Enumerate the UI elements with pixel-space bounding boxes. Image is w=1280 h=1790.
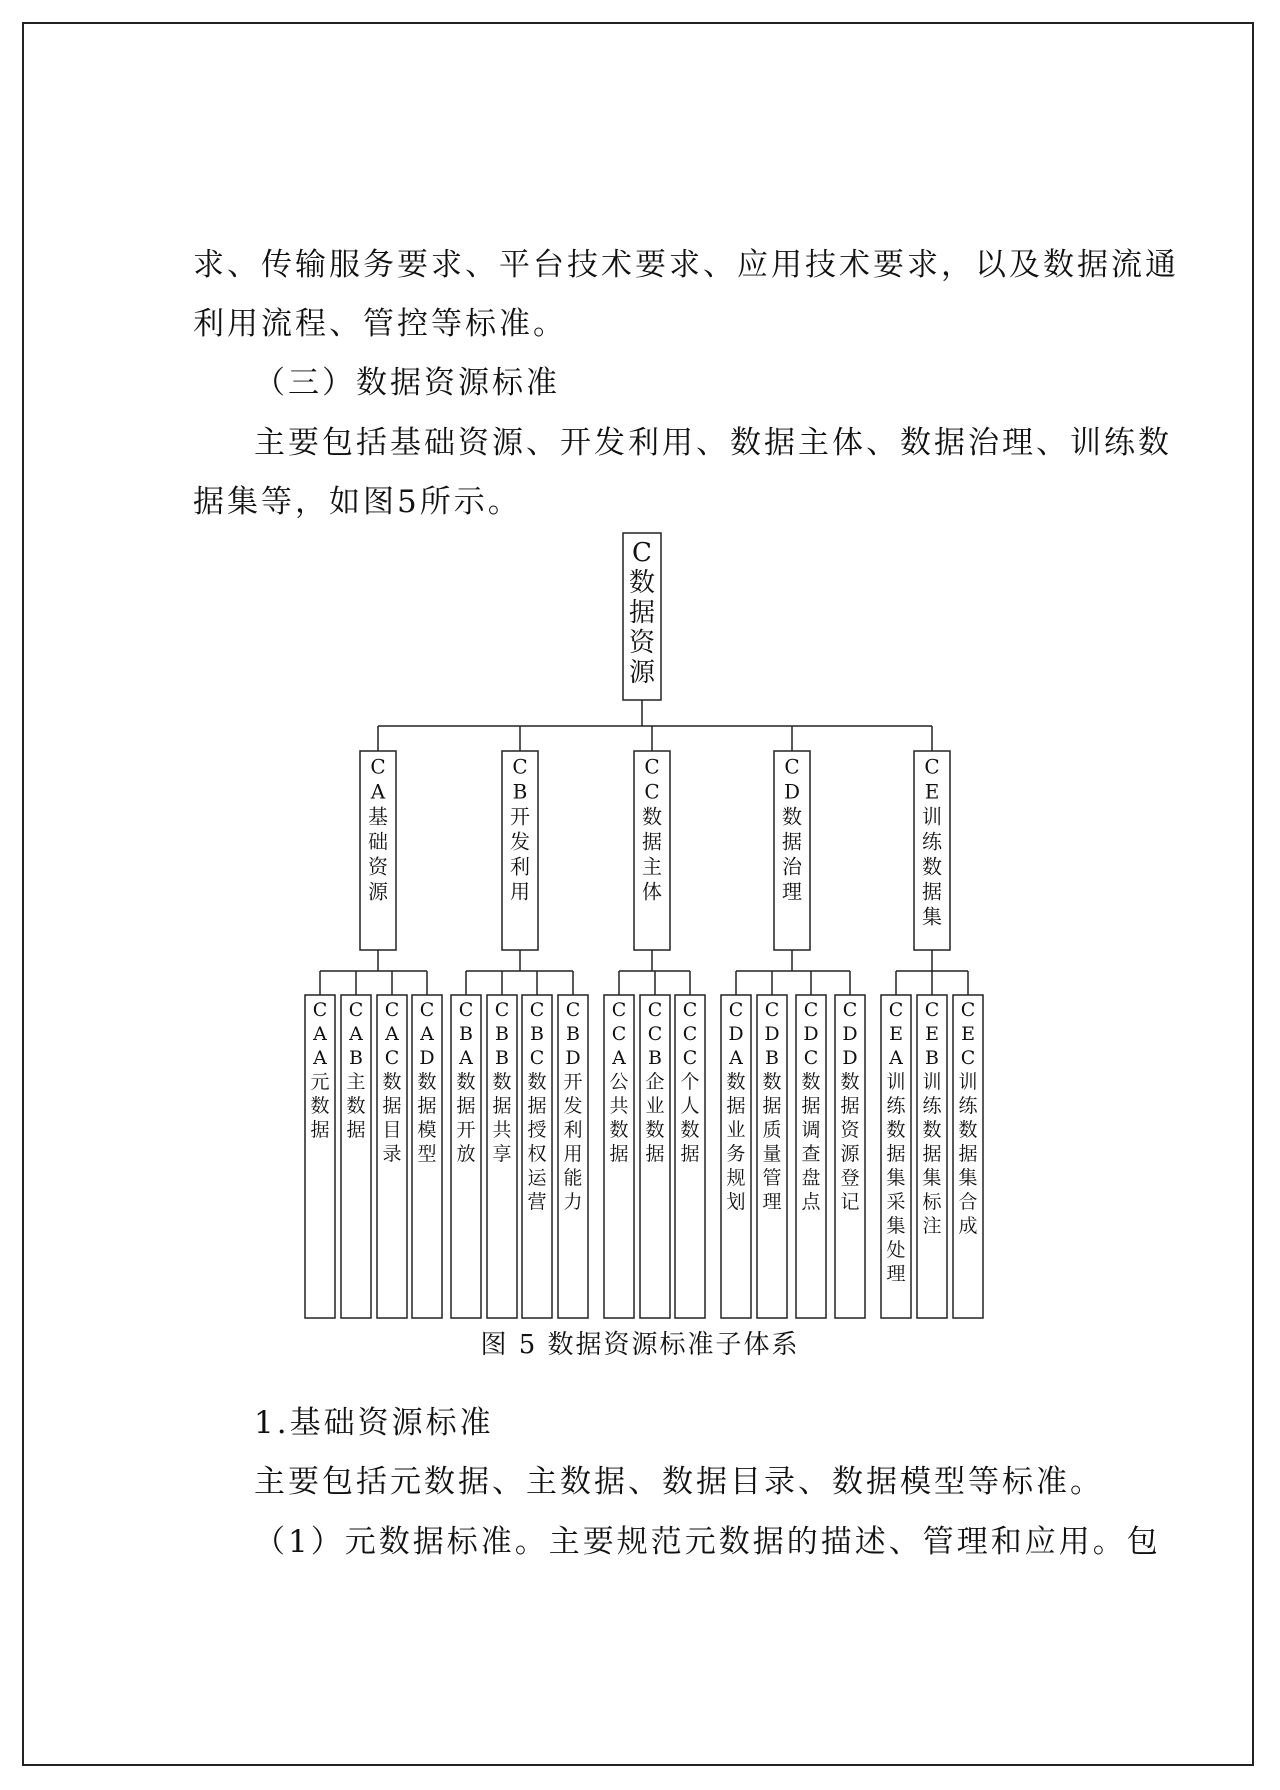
svg-text:据: 据: [527, 1095, 547, 1117]
svg-text:D: D: [842, 1023, 858, 1045]
svg-text:A: A: [313, 1023, 327, 1045]
svg-text:盘: 盘: [801, 1167, 821, 1189]
svg-text:模: 模: [417, 1119, 437, 1141]
category-node-cc: [634, 751, 670, 950]
svg-text:C: C: [384, 1047, 400, 1069]
svg-text:利: 利: [563, 1119, 583, 1141]
paragraph-line: 主要包括基础资源、开发利用、数据主体、数据治理、训练数: [254, 425, 1172, 461]
svg-text:数: 数: [382, 1071, 402, 1093]
leaf-node-cac: [377, 995, 407, 1318]
svg-text:据: 据: [628, 598, 656, 628]
svg-text:查: 查: [801, 1143, 821, 1165]
root-node: [623, 533, 661, 700]
svg-text:C: C: [458, 999, 474, 1021]
svg-text:规: 规: [726, 1167, 746, 1189]
svg-text:数: 数: [642, 804, 662, 829]
svg-text:源: 源: [840, 1143, 860, 1165]
svg-text:数: 数: [762, 1071, 782, 1093]
leaf-node-cdb: [757, 995, 787, 1318]
svg-text:C: C: [647, 999, 663, 1021]
leaf-node-cbd: [558, 995, 588, 1318]
svg-text:据: 据: [346, 1119, 366, 1141]
svg-text:C: C: [348, 999, 364, 1021]
svg-text:A: A: [385, 1023, 399, 1045]
svg-text:C: C: [370, 754, 386, 779]
svg-text:据: 据: [922, 879, 942, 904]
svg-text:A: A: [612, 1047, 626, 1069]
svg-text:A: A: [420, 1023, 434, 1045]
paragraph-line: 主要包括元数据、主数据、数据目录、数据模型等标准。: [254, 1464, 1104, 1500]
svg-text:E: E: [961, 1023, 975, 1045]
svg-text:共: 共: [492, 1119, 512, 1141]
svg-text:放: 放: [456, 1143, 476, 1165]
svg-text:训: 训: [958, 1071, 978, 1093]
svg-text:D: D: [803, 1023, 819, 1045]
svg-text:营: 营: [527, 1191, 547, 1213]
svg-text:标: 标: [922, 1191, 942, 1213]
category-node-cb: [502, 751, 538, 950]
svg-text:共: 共: [609, 1095, 629, 1117]
category-node-ca: [360, 751, 396, 950]
svg-text:划: 划: [726, 1191, 746, 1213]
svg-text:C: C: [529, 1047, 545, 1069]
svg-text:数: 数: [726, 1071, 746, 1093]
svg-text:A: A: [889, 1047, 903, 1069]
svg-text:D: D: [565, 1047, 581, 1069]
svg-text:D: D: [783, 779, 801, 804]
svg-text:数: 数: [492, 1071, 512, 1093]
svg-text:C: C: [764, 999, 780, 1021]
leaf-node-ceb: [917, 995, 947, 1318]
svg-text:处: 处: [886, 1239, 906, 1261]
svg-text:录: 录: [382, 1143, 402, 1165]
svg-text:据: 据: [310, 1119, 330, 1141]
svg-text:数: 数: [801, 1071, 821, 1093]
svg-text:C: C: [842, 999, 858, 1021]
svg-text:公: 公: [609, 1071, 629, 1093]
svg-text:据: 据: [456, 1095, 476, 1117]
svg-text:据: 据: [417, 1095, 437, 1117]
svg-text:A: A: [370, 779, 386, 804]
svg-text:数: 数: [456, 1071, 476, 1093]
svg-text:主: 主: [642, 854, 662, 879]
svg-text:数: 数: [310, 1095, 330, 1117]
svg-text:C: C: [924, 999, 940, 1021]
svg-text:体: 体: [642, 879, 662, 904]
svg-text:C: C: [682, 999, 698, 1021]
svg-text:A: A: [729, 1047, 743, 1069]
svg-text:E: E: [925, 1023, 939, 1045]
svg-text:型: 型: [417, 1143, 437, 1165]
svg-text:B: B: [530, 1023, 544, 1045]
svg-text:管: 管: [762, 1167, 782, 1189]
svg-text:数: 数: [628, 568, 656, 598]
svg-text:授: 授: [527, 1119, 547, 1141]
svg-text:C: C: [784, 754, 800, 779]
svg-text:开: 开: [456, 1119, 476, 1141]
leaf-node-cab: [341, 995, 371, 1318]
svg-text:源: 源: [368, 879, 388, 904]
leaf-node-cdc: [796, 995, 826, 1318]
svg-text:发: 发: [510, 829, 530, 854]
svg-text:B: B: [648, 1047, 662, 1069]
svg-text:练: 练: [922, 1095, 942, 1117]
leaf-node-cba: [451, 995, 481, 1318]
svg-text:集: 集: [922, 904, 942, 929]
svg-text:享: 享: [492, 1143, 512, 1165]
svg-text:运: 运: [527, 1167, 547, 1189]
svg-text:训: 训: [886, 1071, 906, 1093]
svg-text:D: D: [842, 1047, 858, 1069]
leaf-node-cea: [881, 995, 911, 1318]
svg-text:C: C: [512, 754, 528, 779]
section-heading: （三）数据资源标准: [254, 365, 560, 401]
leaf-node-ccc: [675, 995, 705, 1318]
svg-text:C: C: [960, 999, 976, 1021]
svg-text:A: A: [313, 1047, 327, 1069]
svg-text:源: 源: [628, 658, 656, 688]
paragraph-line: 利用流程、管控等标准。: [193, 306, 567, 342]
svg-text:人: 人: [680, 1095, 700, 1117]
svg-text:训: 训: [922, 1071, 942, 1093]
svg-text:B: B: [349, 1047, 363, 1069]
svg-text:C: C: [611, 999, 627, 1021]
svg-text:业: 业: [645, 1095, 665, 1117]
svg-text:B: B: [495, 1047, 509, 1069]
svg-text:C: C: [644, 754, 660, 779]
leaf-node-caa: [305, 995, 335, 1318]
svg-text:础: 础: [368, 829, 388, 854]
svg-text:理: 理: [886, 1263, 906, 1285]
svg-text:数: 数: [527, 1071, 547, 1093]
svg-text:C: C: [682, 1023, 698, 1045]
svg-text:数: 数: [922, 1119, 942, 1141]
svg-text:数: 数: [609, 1119, 629, 1141]
svg-text:C: C: [888, 999, 904, 1021]
svg-text:用: 用: [563, 1143, 583, 1165]
paragraph-line: 求、传输服务要求、平台技术要求、应用技术要求，以及数据流通: [193, 247, 1179, 283]
svg-text:业: 业: [726, 1119, 746, 1141]
svg-text:用: 用: [510, 879, 530, 904]
svg-text:据: 据: [801, 1095, 821, 1117]
svg-text:D: D: [728, 1023, 744, 1045]
svg-text:集: 集: [958, 1167, 978, 1189]
svg-text:数: 数: [958, 1119, 978, 1141]
leaf-node-cda: [721, 995, 751, 1318]
svg-text:C: C: [611, 1023, 627, 1045]
svg-text:据: 据: [958, 1143, 978, 1165]
svg-text:开: 开: [510, 804, 530, 829]
svg-text:目: 目: [382, 1119, 402, 1141]
leaf-node-cad: [412, 995, 442, 1318]
svg-text:集: 集: [922, 1167, 942, 1189]
svg-text:集: 集: [886, 1167, 906, 1189]
svg-text:治: 治: [782, 854, 802, 879]
svg-text:数: 数: [417, 1071, 437, 1093]
svg-text:C: C: [565, 999, 581, 1021]
subsection-heading: 1.基础资源标准: [254, 1405, 494, 1441]
svg-text:能: 能: [563, 1167, 583, 1189]
svg-text:A: A: [459, 1047, 473, 1069]
svg-text:资: 资: [628, 628, 656, 658]
paragraph-line: （1）元数据标准。主要规范元数据的描述、管理和应用。包: [254, 1524, 1161, 1560]
svg-text:开: 开: [563, 1071, 583, 1093]
category-node-cd: [774, 751, 810, 950]
svg-text:权: 权: [527, 1143, 547, 1165]
leaf-node-ccb: [640, 995, 670, 1318]
svg-text:C: C: [644, 779, 660, 804]
svg-text:调: 调: [801, 1119, 821, 1141]
figure-caption: 图 5 数据资源标准子体系: [480, 1330, 800, 1360]
svg-text:数: 数: [886, 1119, 906, 1141]
svg-text:B: B: [765, 1047, 779, 1069]
svg-text:B: B: [459, 1023, 473, 1045]
svg-text:基: 基: [368, 804, 388, 829]
svg-text:量: 量: [762, 1143, 782, 1165]
svg-text:企: 企: [645, 1071, 665, 1093]
svg-text:元: 元: [310, 1071, 330, 1093]
svg-text:C: C: [632, 538, 652, 568]
svg-text:资: 资: [368, 854, 388, 879]
svg-text:据: 据: [642, 829, 662, 854]
svg-text:务: 务: [726, 1143, 746, 1165]
svg-text:集: 集: [886, 1215, 906, 1237]
leaf-node-cca: [604, 995, 634, 1318]
svg-text:记: 记: [840, 1191, 860, 1213]
svg-text:D: D: [764, 1023, 780, 1045]
svg-text:据: 据: [922, 1143, 942, 1165]
svg-text:资: 资: [840, 1119, 860, 1141]
svg-text:C: C: [384, 999, 400, 1021]
leaf-node-cec: [953, 995, 983, 1318]
svg-text:主: 主: [346, 1071, 366, 1093]
svg-text:E: E: [924, 779, 940, 804]
svg-text:质: 质: [762, 1119, 782, 1141]
svg-text:B: B: [566, 1023, 580, 1045]
svg-text:B: B: [925, 1047, 939, 1069]
svg-text:C: C: [529, 999, 545, 1021]
svg-text:数: 数: [782, 804, 802, 829]
svg-text:B: B: [495, 1023, 509, 1045]
svg-text:合: 合: [958, 1191, 978, 1213]
svg-text:C: C: [419, 999, 435, 1021]
svg-text:据: 据: [382, 1095, 402, 1117]
svg-text:点: 点: [801, 1191, 821, 1213]
svg-text:D: D: [419, 1047, 435, 1069]
svg-text:C: C: [728, 999, 744, 1021]
svg-text:E: E: [889, 1023, 903, 1045]
svg-text:C: C: [924, 754, 940, 779]
svg-text:登: 登: [840, 1167, 860, 1189]
svg-text:C: C: [960, 1047, 976, 1069]
svg-text:C: C: [803, 999, 819, 1021]
leaf-node-cbb: [487, 995, 517, 1318]
svg-text:利: 利: [510, 854, 530, 879]
svg-text:发: 发: [563, 1095, 583, 1117]
svg-text:据: 据: [726, 1095, 746, 1117]
svg-text:力: 力: [563, 1191, 583, 1213]
svg-text:采: 采: [886, 1191, 906, 1213]
leaf-node-cdd: [835, 995, 865, 1318]
svg-text:数: 数: [645, 1119, 665, 1141]
svg-text:C: C: [312, 999, 328, 1021]
svg-text:成: 成: [958, 1215, 978, 1237]
svg-text:B: B: [512, 779, 528, 804]
svg-text:据: 据: [492, 1095, 512, 1117]
svg-text:据: 据: [645, 1143, 665, 1165]
svg-text:数: 数: [346, 1095, 366, 1117]
svg-text:据: 据: [840, 1095, 860, 1117]
svg-text:C: C: [494, 999, 510, 1021]
svg-text:C: C: [647, 1023, 663, 1045]
paragraph-line: 据集等，如图5所示。: [193, 484, 522, 520]
svg-text:A: A: [349, 1023, 363, 1045]
svg-text:据: 据: [680, 1143, 700, 1165]
category-node-ce: [914, 751, 950, 950]
svg-text:数: 数: [680, 1119, 700, 1141]
svg-text:注: 注: [922, 1215, 942, 1237]
svg-text:数: 数: [922, 854, 942, 879]
svg-text:数: 数: [840, 1071, 860, 1093]
svg-text:理: 理: [762, 1191, 782, 1213]
leaf-node-cbc: [522, 995, 552, 1318]
svg-text:据: 据: [609, 1143, 629, 1165]
svg-text:据: 据: [762, 1095, 782, 1117]
svg-text:据: 据: [886, 1143, 906, 1165]
svg-text:训: 训: [922, 804, 942, 829]
svg-text:据: 据: [782, 829, 802, 854]
svg-text:C: C: [803, 1047, 819, 1069]
svg-text:练: 练: [922, 829, 942, 854]
svg-text:个: 个: [680, 1071, 700, 1093]
svg-text:C: C: [682, 1047, 698, 1069]
svg-text:理: 理: [782, 879, 802, 904]
svg-text:练: 练: [958, 1095, 978, 1117]
svg-text:练: 练: [886, 1095, 906, 1117]
